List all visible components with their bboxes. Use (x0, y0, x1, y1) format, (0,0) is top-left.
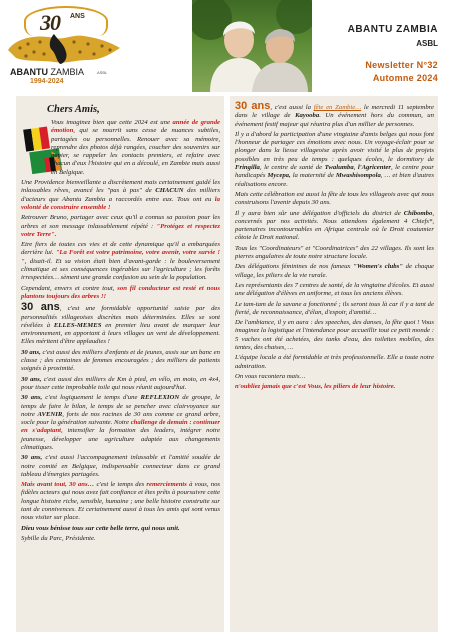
text-run: , le centre de santé de (259, 164, 323, 172)
anniversary-emphasis: 30 ans (21, 301, 60, 314)
text-run: , concernés par nos activités. Nous attendons également 4 Chiefs*, partenaires incontournables en Afrique centrale où le Droit coutumier côtoie le Droit national. (235, 209, 434, 242)
text-run: le mercredi 11 septembre dans le village de (235, 104, 434, 120)
closing-blessing: Dieu vous bénisse tous sur cette belle terre, qui nous unit. (21, 524, 180, 532)
highlight-text: Mais avant tout, 30 ans… (21, 481, 95, 489)
logo-organization-name (10, 67, 84, 77)
text-run: Renouer avec sa mémoire, reprendre des photos déjà rangées, coucher des souvenirs sur papier, se rappeler les contacts premiers, et refaire avec chacun d'eux l'histoire qui en a découlé, en Zambie mais aussi en Belgique. (51, 135, 220, 176)
highlight-text: la volonté de construire ensemble ! (21, 195, 220, 211)
celebration-paragraph: Mais cette célébration est aussi la fête de tous les villageois avec qui nous construisons l'avenir depuis 30 ans. (235, 190, 434, 207)
editorial-paragraph (21, 349, 220, 374)
signature: Sybille du Parc, Présidente. (21, 534, 96, 542)
closing-highlight: n'oubliez jamais que c'est Vous, les piliers de leur histoire. (235, 383, 396, 391)
anniversary-emphasis: 30 ans (235, 100, 271, 112)
emphasis-text: 30 ans, (21, 348, 41, 356)
highlight-text: "Protégez et respectez votre Terre". (21, 222, 221, 238)
emphasis-text: 30 ans, (21, 375, 42, 383)
editorial-column (21, 104, 220, 545)
editorial-paragraph (21, 285, 220, 302)
emphasis-text: ELLES-MEMES (53, 321, 102, 329)
celebration-paragraph: On vous racontera mais… (235, 372, 306, 380)
highlight-text: remerciements (146, 481, 187, 489)
emphasis-text: "Women's clubs" (353, 263, 403, 271)
newsletter-number: Newsletter N°32 (365, 60, 438, 70)
logo-name-main: ABANTU (10, 67, 48, 77)
emphasis-text: 30 ans, (21, 454, 43, 462)
brand-subtitle: ASBL (416, 39, 438, 48)
logo-anniversary-number: 30 (40, 10, 60, 35)
editorial-paragraph (21, 179, 220, 212)
editorial-paragraph (21, 394, 220, 452)
celebration-paragraph: De l'ambiance, il y en aura : des speeches, des danses, la fête quoi ! Vous imaginez la logistique et l'intendance pour accueillir tout ce petit monde : 5 vaches ont été achetées, des tanks d'eau, des toilettes mobiles, des tentes, des chaises, … (235, 319, 434, 352)
editorial-paragraph (21, 241, 220, 282)
text-run: Des délégations féminines de nos fameux (235, 263, 351, 271)
place-name: Fringilla (235, 164, 260, 172)
celebration-paragraph (235, 263, 434, 280)
text-run: en premier lieu avant de marquer leur environnement, en apportant à leurs villages un vent de développement. Elles méritent d'être applaudies ! (21, 321, 220, 346)
brand-title: ABANTU ZAMBIA (347, 24, 438, 35)
place-name: Chibombo (403, 209, 433, 217)
highlight-text: son fil conducteur est resté et nous plantons toujours des arbres !! (21, 284, 220, 300)
place-name: Twalumba (324, 164, 354, 172)
editorial-paragraph (21, 454, 220, 479)
text-run: Il y a d'abord la participation d'une vingtaine d'amis belges qui nous font l'honneur de partager ces émotions avec nous. Un voyage-éclair pour se plonger dans la liesse villageoise après avoir visité le plus de projets possibles en très peu de temps : quelques écoles, le dormitory de (235, 130, 434, 163)
logo-years: 1994-2024 (30, 78, 64, 85)
text-run: Cependant, envers et contre tout, (21, 284, 115, 292)
text-run: des milliers d'acteurs que Abantu Zambia a raccordés entre eux. Tous ont eu (21, 187, 221, 203)
text-run: Vous imaginez bien que cette 2024 est une (51, 119, 170, 126)
highlight-text: fête en Zambie… (313, 104, 362, 111)
brand-block (348, 24, 438, 48)
emphasis-text: REFLEXION (140, 394, 180, 402)
celebration-paragraph: Les représentants des 7 centres de santé, de la vingtaine d'écoles. Et aussi une délégation d'élèves en uniforme, et tous les anciens élèves. (235, 281, 434, 298)
celebration-paragraph (235, 131, 434, 189)
text-run: Il y aura bien sûr une délégation d'officiels du district de (235, 209, 401, 217)
text-run: , … et bien d'autres réalisations encore. (235, 172, 434, 188)
text-run: de groupe, le temps de faire le bilan, le temps de se pencher avec clairvoyance sur notre (21, 394, 221, 418)
text-run: c'est le temps des (96, 481, 145, 489)
place-name: Mwashisompola (335, 172, 381, 180)
place-name: Kayooba (295, 112, 320, 120)
newsletter-header (0, 0, 452, 92)
emphasis-text: 30 ans, (21, 394, 43, 402)
highlight-text: année de grande émotion (51, 119, 221, 135)
greeting: Chers Amis, (47, 104, 100, 115)
logo-anniversary-word: ANS (70, 13, 85, 20)
text-run: Une Providence bienveillante a discrètement mais certainement guidé les inlassables rêves, avancé les "pas à pas" de (21, 179, 220, 195)
text-run: c'est aussi l'accompagnement inlassable et l'amitié soudée de notre comité en Belgique, indispensable connecteur dans ce grand tableau d'énergies partagées. (21, 454, 221, 478)
place-name: Mycepa, (267, 172, 291, 180)
text-run: la maternité de (292, 172, 334, 180)
celebration-paragraph: Le tam-tam de la savane a fonctionné ; ils seront tous là car il y a tant de fierté, de reconnaissance, d'élan, d'espoir, d'amitié… (235, 300, 434, 316)
text-run: , qui se nourrit sans cesse de nuances subtiles, partagées ou personnelles. (51, 127, 220, 143)
text-run: , c'est aussi la (270, 104, 311, 111)
celebration-paragraph: L'équipe locale a été formidable et très professionnelle. Elle a toute notre admiration. (235, 354, 434, 370)
text-run: , disait-il. Et sa vision était bien d'avant-garde : le bouleversement climatique et ses conséquences ingérables sur l'agriculture ; les forêts irrespectées… sèment une grande confusion au sein de la population. (21, 257, 220, 282)
editorial-paragraph (21, 119, 220, 177)
text-run: Retrouver Bruno, partager avec ceux qu'il a connus sa passion pour les arbres et son message inlassablement répété : (21, 214, 220, 230)
text-run: , (353, 164, 356, 172)
newsletter-season: Automne 2024 (372, 73, 438, 83)
editorial-paragraph (21, 214, 220, 239)
highlight-text: "La Forêt est votre patrimoine, votre avenir, votre survie ! " (21, 249, 220, 265)
text-run: , c'est une formidable opportunité saisie par des personnalités villageoises discrètes mais déterminées. Elles se sont révélées à (21, 305, 220, 329)
celebration-column (235, 102, 434, 394)
editorial-paragraph (21, 481, 220, 522)
celebration-paragraph (235, 210, 434, 243)
text-run: à vous, nos fidèles acteurs qui nous avez fait confiance et êtes prêts à poursuivre cette longue histoire riche, sensible, humaine ; une belle histoire construite sur tant de connivences. Et certainement aussi à tous les amis qui sont venus nous visiter sur place. (21, 481, 221, 522)
text-run: . Un événement hors du commun, un événement festif majeur qui réunira plus d'un millier de personnes. (235, 112, 434, 128)
text-run: de chaque village, les piliers de la vie rurale. (235, 263, 435, 279)
text-run: c'est logiquement le temps d'une (45, 394, 138, 402)
emphasis-text: CHACUN (155, 187, 184, 195)
celebration-paragraph: Tous les "Coordinateurs" et "Coordinatrices" des 22 villages. Ils sont les pierres angulaires de toute notre structure locale. (235, 244, 434, 261)
abantu-zambia-30-ans-logo (4, 4, 124, 90)
emphasis-text: AVENIR (37, 410, 63, 418)
logo-name-zambia: ZAMBIA (50, 67, 85, 77)
founders-photo-illustration (192, 0, 312, 92)
text-run: c'est aussi des milliers d'enfants et de jeunes, assis sur un banc en classe ; des centaines de femmes encouragées ; des milliers de patients soignés à proximité. (21, 348, 220, 373)
text-run: Etre fiers de toutes ces vies et de cette dynamique qu'il a embarquées derrière lui. (21, 241, 220, 257)
text-run: , le centre pour handicapés (235, 164, 435, 180)
highlight-text: challenge de demain : continuer en s'adaptant (21, 419, 221, 435)
text-run: c'est aussi des milliers de Km à pied, en vélo, en moto, en 4x4, pour tisser cette improbable toile qui nous réunit aujourd'hui. (21, 375, 221, 391)
logo-asbl: ASBL (97, 70, 108, 75)
editorial-paragraph (21, 303, 220, 346)
editorial-paragraph (21, 376, 220, 393)
text-run: , forts de nos racines de 30 ans comme ce grand arbre, socle pour la génération suivante. Notre (21, 410, 220, 427)
africa-silhouette-icon (6, 30, 122, 66)
place-name: l'Agricenter (357, 164, 391, 172)
celebration-paragraph (235, 102, 434, 129)
text-run: , intensifier la formation des leaders, intégrer notre jeunesse, développer une agriculture adaptée aux changements climatiques. (21, 427, 220, 451)
founders-photo (192, 0, 312, 92)
